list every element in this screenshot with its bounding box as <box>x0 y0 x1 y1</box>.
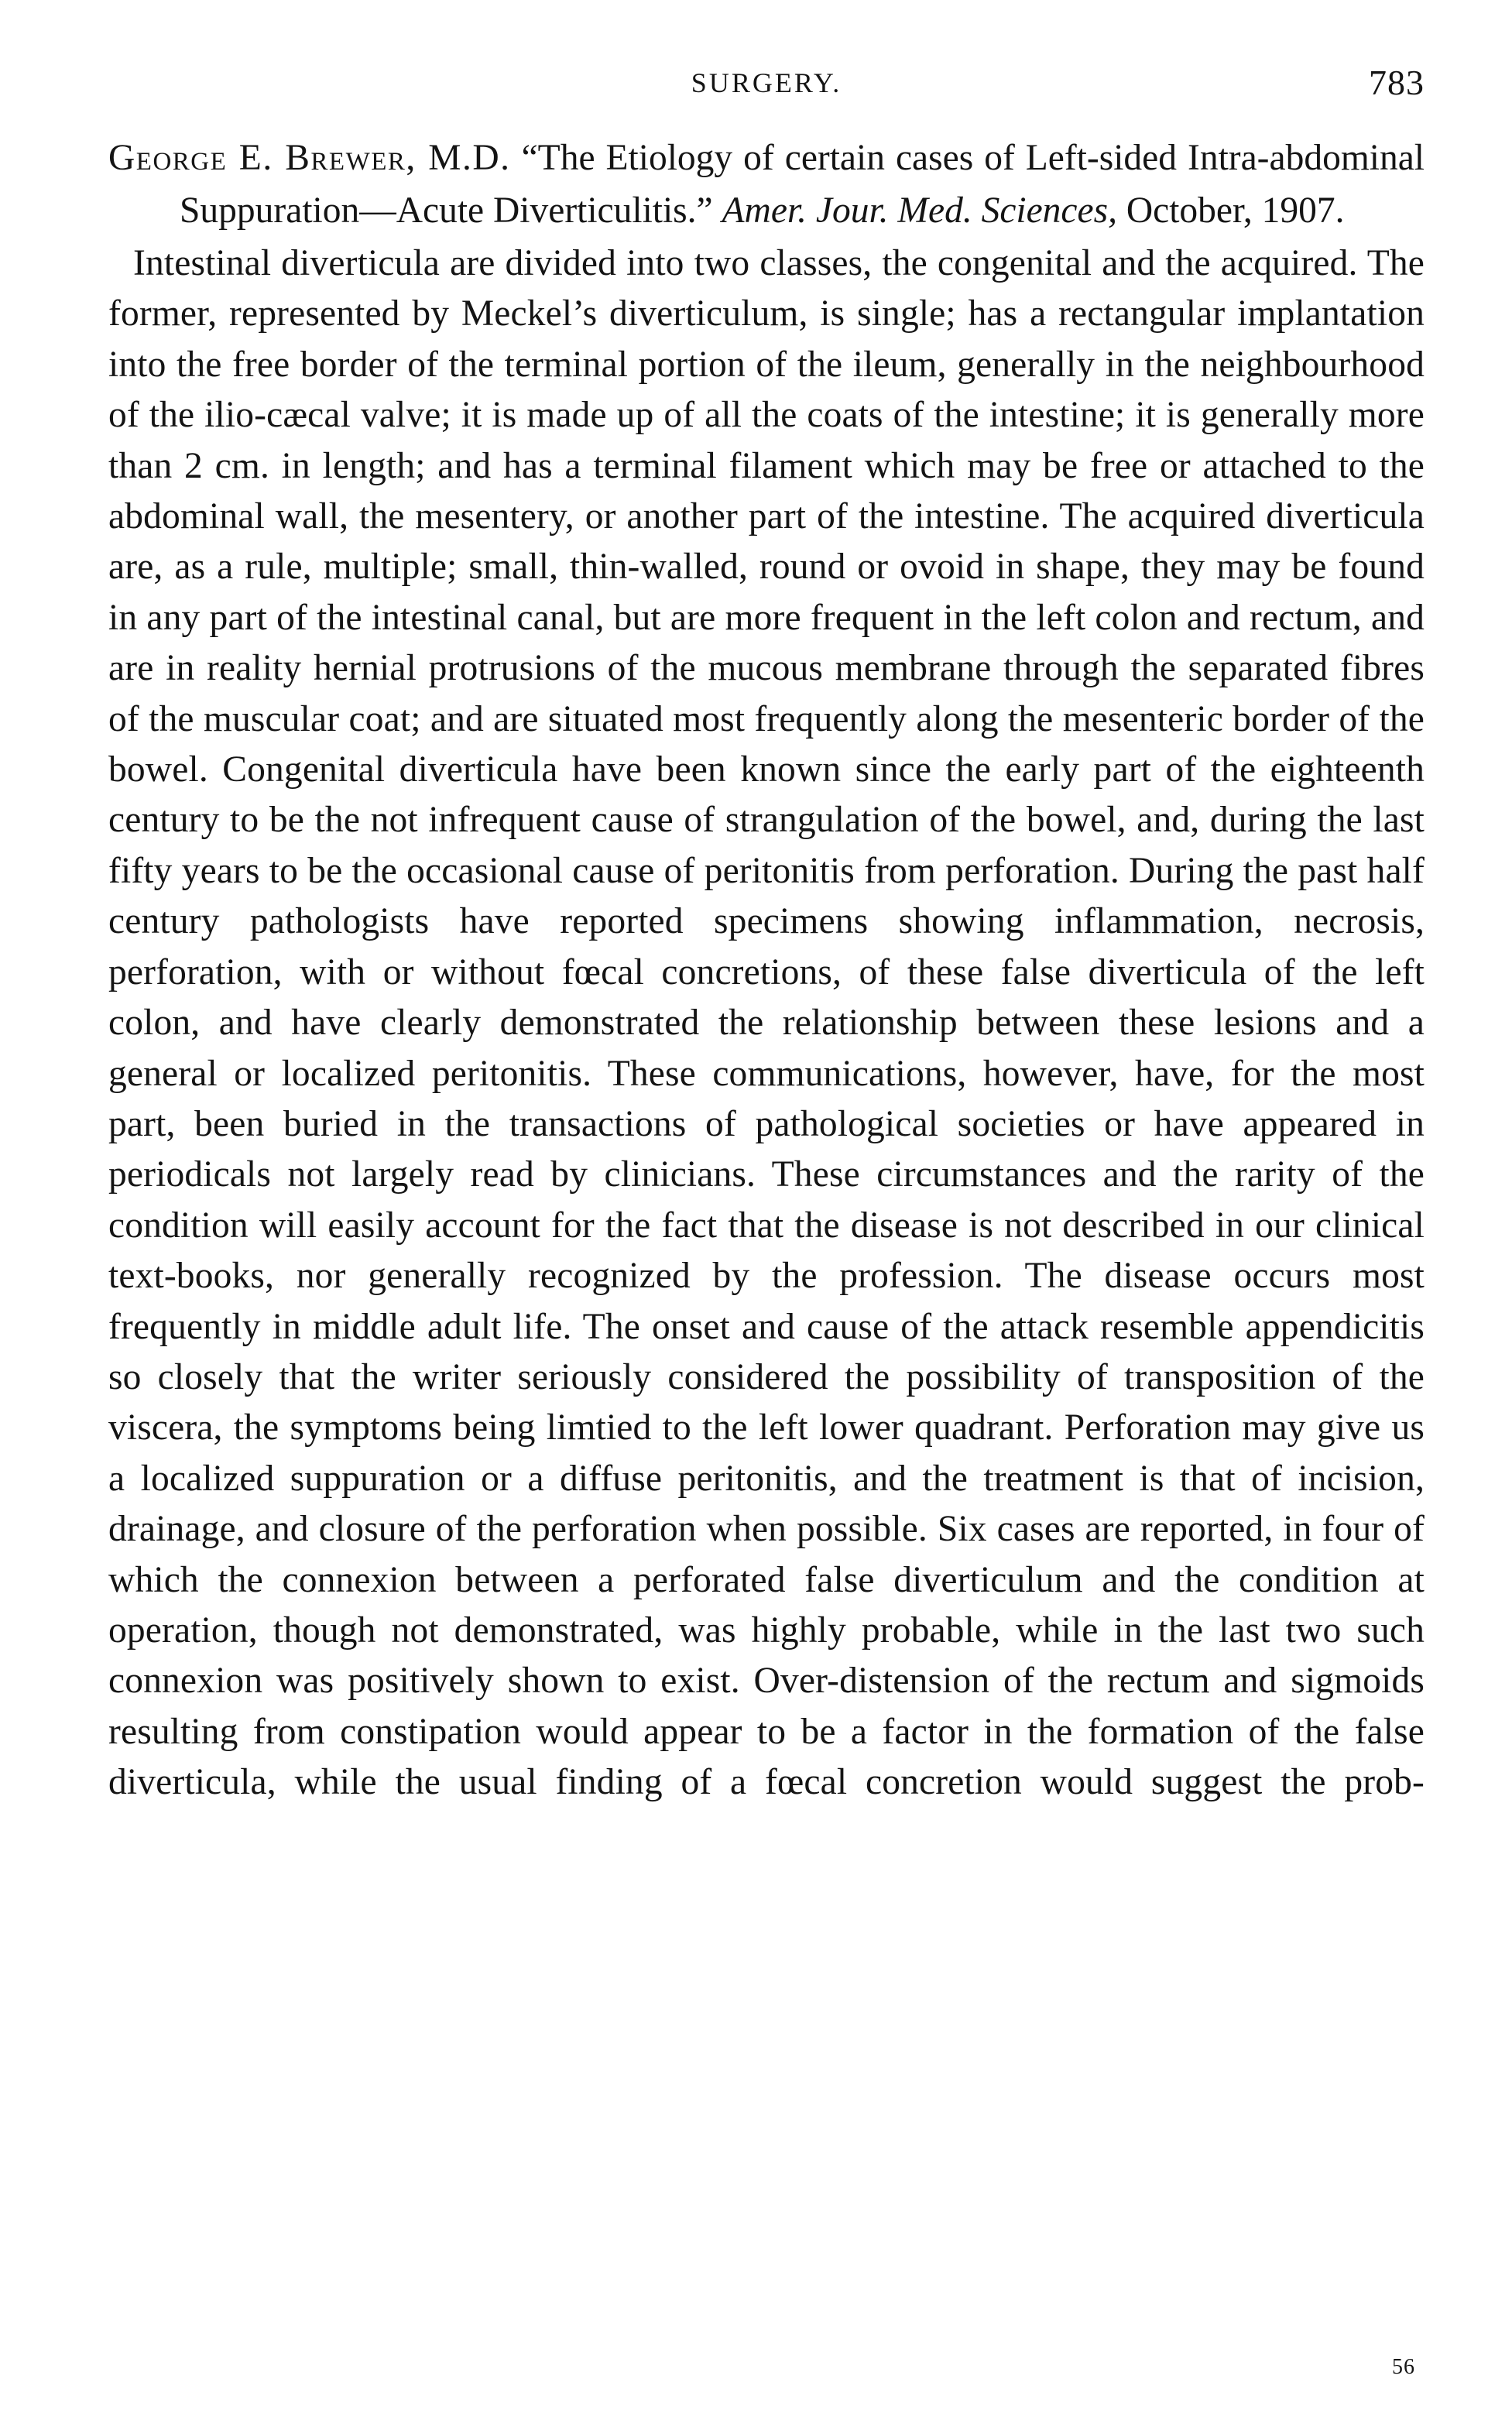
running-title: SURGERY. <box>691 67 842 98</box>
citation <box>108 132 1425 237</box>
citation-title: “The Etiology of certain cases of Left-sided Intra-abdominal Suppuration—Acute Diverticulitis.” <box>180 138 1425 231</box>
page-number: 783 <box>1369 63 1425 102</box>
citation-journal: Amer. Jour. Med. Sciences, <box>722 190 1117 231</box>
abstract-paragraph: Intestinal diverticula are divided into two classes, the congenital and the acquired. The former, represented by Meckel’s diverticulum, is single; has a rectangular implantation into the free border of the terminal portion of the ileum, generally in the neighbourhood of the ilio-cæcal valve; it is made up of all the coats of the intestine; it is generally more than 2 cm. in length; and has a terminal filament which may be free or attached to the abdominal wall, the mesentery, or another part of the intestine. The acquired diverticula are, as a rule, multiple; small, thin-walled, round or ovoid in shape, they may be found in any part of the intestinal canal, but are more frequent in the left colon and rectum, and are in reality hernial protrusions of the mucous membrane through the separated fibres of the muscular coat; and are situated most frequently along the mesenteric border of the bowel. Congenital diverticula have been known since the early part of the eighteenth century to be the not infrequent cause of strangulation of the bowel, and, during the last fifty years to be the occasional cause of peritonitis from perforation. During the past half century pathologists have reported specimens showing inflammation, necrosis, perforation, with or without fœcal concretions, of these false diverticula of the left colon, and have clearly demonstrated the relationship between these lesions and a general or localized peritonitis. These communications, however, have, for the most part, been buried in the transactions of pathological societies or have appeared in periodicals not largely read by clinicians. These circumstances and the rarity of the condition will easily account for the fact that the disease is not described in our clinical text-books, nor generally recognized by the profession. The disease occurs most frequently in middle adult life. The onset and cause of the attack resemble appendicitis so closely that the writer seriously considered the possibility of transposition of the viscera, the symptoms being limtied to the left lower quadrant. Perforation may give us a localized suppuration or a diffuse peritonitis, and the treatment is that of incision, drainage, and closure of the perforation when possible. Six cases are reported, in four of which the connexion between a perforated false diverticulum and the condition at operation, though not demonstrated, was highly probable, while in the last two such connexion was positively shown to exist. Over-distension of the rectum and sigmoids resulting from constipation would appear to be a factor in the formation of the false diverticula, while the usual finding of a fœcal concretion would suggest the prob- <box>108 243 1425 1803</box>
printer-signature: 56 <box>1392 2355 1415 2379</box>
citation-date: October, 1907. <box>1126 190 1345 231</box>
abstract-entry <box>108 132 1425 1808</box>
running-head <box>108 63 1425 113</box>
citation-author: George E. Brewer, M.D. <box>108 138 511 178</box>
